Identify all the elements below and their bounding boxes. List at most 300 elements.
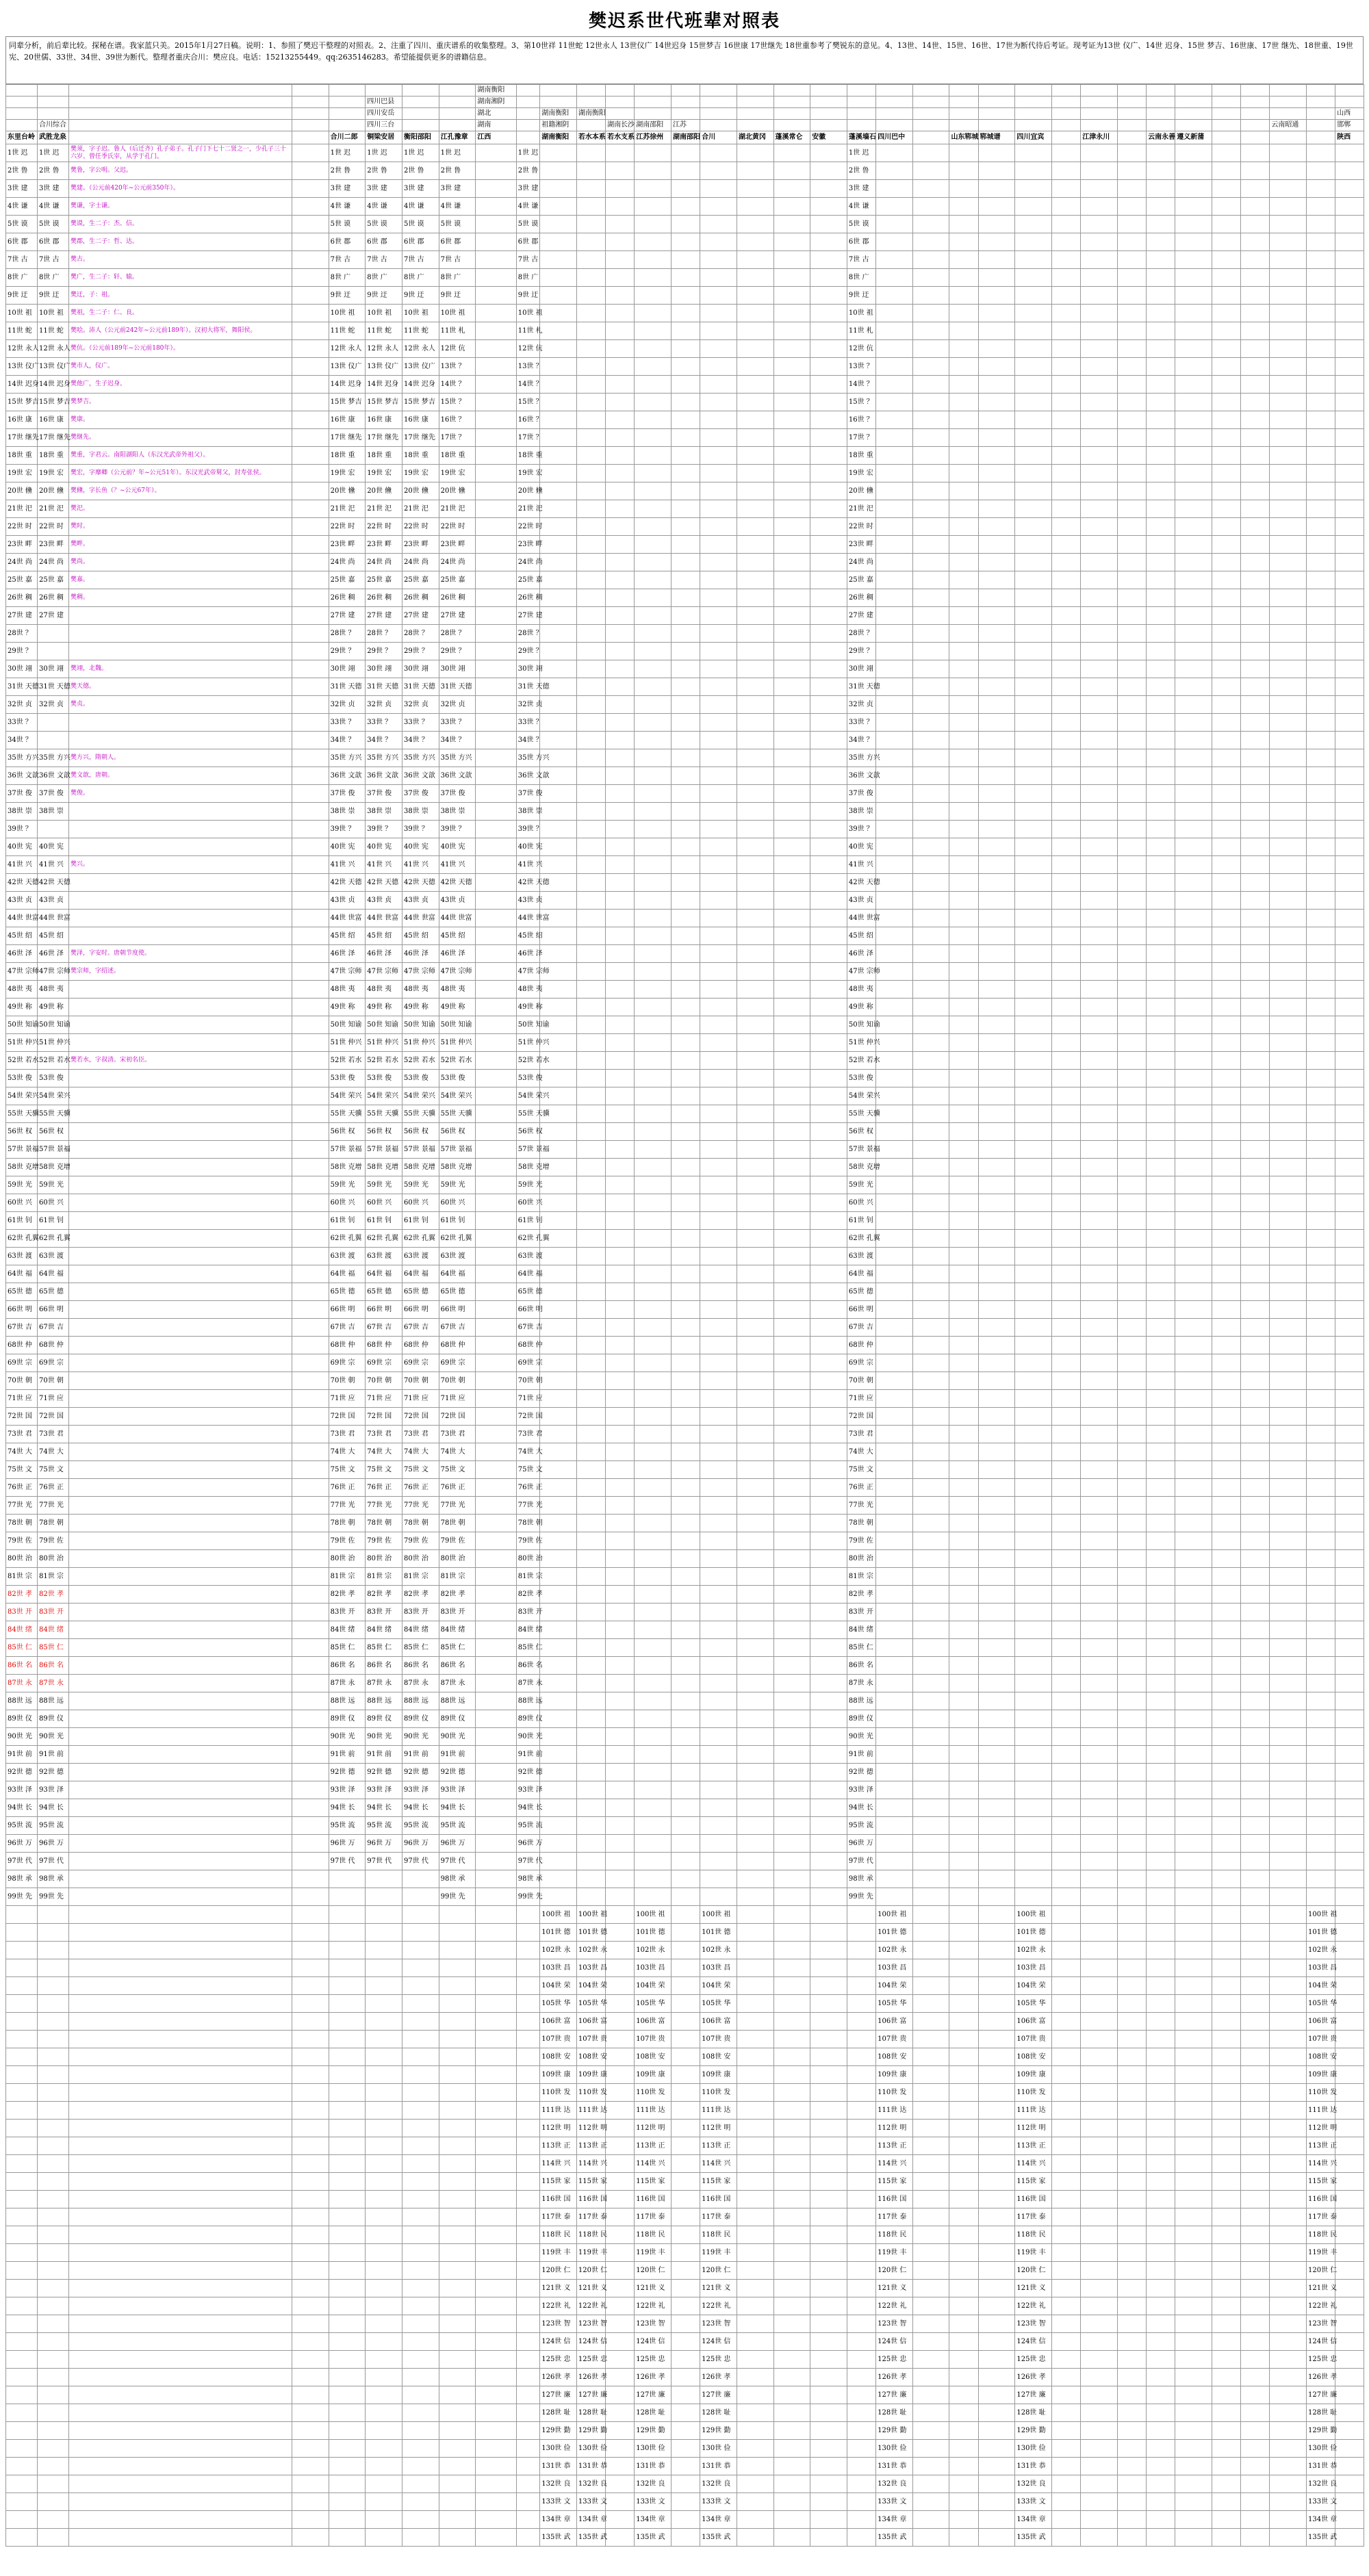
table-cell [292,2102,329,2120]
table-cell [810,2226,847,2244]
table-cell [773,518,810,536]
table-cell [810,2386,847,2404]
description-cell [69,838,292,856]
table-row [6,198,1364,216]
table-cell [1081,1283,1118,1301]
table-cell: 33世 ？ [847,714,875,732]
table-cell: 78世 朝 [38,1515,69,1532]
table-cell [1307,1799,1335,1817]
table-cell: 26世 稠 [329,589,366,607]
table-cell [1212,1123,1240,1141]
table-cell [700,1657,737,1675]
table-cell: 7世 古 [402,251,439,269]
table-cell [1212,643,1240,660]
table-cell [949,1426,978,1443]
table-cell [737,198,773,216]
table-cell: 87世 永 [38,1675,69,1692]
table-cell [635,1835,671,1853]
table-cell [773,2244,810,2262]
table-cell: 87世 永 [439,1675,476,1692]
table-cell [1307,1265,1335,1283]
table-cell [949,287,978,305]
table-cell [737,2262,773,2280]
table-cell [540,1657,577,1675]
table-cell [1212,1426,1240,1443]
description-cell [69,732,292,749]
table-cell [810,2262,847,2280]
table-cell [1335,2369,1364,2386]
table-cell [576,1319,605,1337]
table-cell [912,1853,949,1870]
table-cell [978,821,1015,838]
table-cell [1175,1977,1212,1995]
table-row [6,482,1364,500]
table-cell [1052,2066,1081,2084]
table-cell [1307,856,1335,874]
table-cell [635,144,671,162]
table-cell [949,1532,978,1550]
table-cell [737,1016,773,1034]
table-cell: 113世 正 [876,2137,913,2155]
table-cell: 9世 迂 [38,287,69,305]
table-cell [949,1817,978,1835]
generation-cell: 17世 继先 [6,429,38,447]
table-cell [1081,1497,1118,1515]
table-cell [737,1781,773,1799]
header-cell [69,120,292,131]
table-cell: 103世 昌 [635,1959,671,1977]
table-cell [540,589,577,607]
table-cell [949,2333,978,2351]
table-cell [1307,1817,1335,1835]
table-cell [635,1372,671,1390]
table-cell [292,1016,329,1034]
table-cell: 59世 光 [38,1176,69,1194]
table-cell [476,696,516,714]
table-cell [671,1906,700,1924]
table-cell [1335,2333,1364,2351]
table-cell [329,2386,366,2404]
table-cell: 105世 华 [635,1995,671,2013]
table-cell [1270,144,1307,162]
table-cell [737,2102,773,2120]
table-cell: 102世 永 [1307,1942,1335,1959]
table-cell [576,696,605,714]
table-cell [847,2226,875,2244]
table-cell: 83世 开 [402,1603,439,1621]
table-cell [1147,1123,1175,1141]
table-cell: 21世 汜 [402,500,439,518]
table-cell [737,2013,773,2031]
table-cell [476,1016,516,1034]
table-cell [1241,287,1270,305]
table-cell [540,1764,577,1781]
table-cell [1241,2191,1270,2208]
table-cell: 97世 代 [402,1853,439,1870]
table-cell: 100世 祖 [876,1906,913,1924]
table-cell [439,2191,476,2208]
table-cell: 77世 光 [847,1497,875,1515]
table-cell [978,803,1015,821]
table-cell [292,1870,329,1888]
table-cell [1241,1354,1270,1372]
table-cell: 49世 称 [329,999,366,1016]
table-cell [1175,1959,1212,1977]
table-cell [700,696,737,714]
table-cell [292,1230,329,1248]
table-cell: 118世 民 [876,2226,913,2244]
table-cell: 90世 光 [847,1728,875,1746]
table-cell: 79世 佐 [516,1532,540,1550]
table-cell [912,1532,949,1550]
header-cell [773,85,810,96]
table-cell: 38世 崇 [329,803,366,821]
table-cell [1117,1319,1146,1337]
table-cell [810,1959,847,1977]
table-cell [773,1977,810,1995]
table-cell [1175,571,1212,589]
table-cell [1270,2333,1307,2351]
table-cell [949,394,978,411]
table-cell [700,981,737,999]
table-cell [1335,251,1364,269]
table-cell [635,856,671,874]
table-cell [1270,1639,1307,1657]
table-cell [69,2280,292,2297]
table-cell [700,340,737,358]
table-cell: 64世 福 [516,1265,540,1283]
table-cell [978,1675,1015,1692]
table-cell: 132世 良 [1015,2475,1052,2493]
table-cell [978,892,1015,910]
table-cell [876,287,913,305]
table-cell [476,1568,516,1586]
table-cell [671,910,700,927]
table-cell [876,1870,913,1888]
table-cell [366,2333,402,2351]
table-cell [576,554,605,571]
table-cell [476,2422,516,2440]
table-cell [292,2262,329,2280]
table-row [6,910,1364,927]
table-cell: 10世 祖 [38,305,69,322]
header-cell [1212,131,1240,144]
table-cell [439,2333,476,2351]
table-cell: 14世 迟身 [402,376,439,394]
table-cell [439,2280,476,2297]
table-cell [1015,500,1052,518]
table-cell [876,322,913,340]
table-cell [671,1319,700,1337]
table-cell [876,1497,913,1515]
table-cell: 125世 忠 [576,2351,605,2369]
table-cell [292,1123,329,1141]
table-cell [606,1621,635,1639]
table-cell [606,1515,635,1532]
table-cell [912,2102,949,2120]
table-cell [38,732,69,749]
table-cell [1147,2137,1175,2155]
table-cell: 9世 迂 [366,287,402,305]
table-cell [1175,2031,1212,2048]
table-cell [1117,2440,1146,2458]
table-cell [671,1995,700,2013]
table-cell [1241,2369,1270,2386]
table-cell [1270,411,1307,429]
table-cell [1052,340,1081,358]
table-cell: 128世 耻 [635,2404,671,2422]
table-cell [1270,2120,1307,2137]
table-cell [1175,2262,1212,2280]
table-cell [949,305,978,322]
table-cell: 106世 富 [700,2013,737,2031]
table-cell: 70世 朝 [847,1372,875,1390]
table-cell [1212,2155,1240,2173]
table-cell [1241,1408,1270,1426]
header-cell [1052,108,1081,120]
table-cell: 56世 权 [402,1123,439,1141]
table-cell [1015,1212,1052,1230]
table-cell [912,2155,949,2173]
table-cell: 108世 安 [700,2048,737,2066]
table-cell [737,1426,773,1443]
header-cell [1175,96,1212,108]
table-row [6,1977,1364,1995]
table-cell [576,874,605,892]
table-cell [1175,518,1212,536]
table-cell [1307,767,1335,785]
table-cell [1117,1265,1146,1283]
table-cell [1081,2084,1118,2102]
table-cell [606,1870,635,1888]
table-cell [476,856,516,874]
table-cell: 126世 孝 [1307,2369,1335,2386]
generation-cell: 83世 开 [6,1603,38,1621]
header-cell [1015,120,1052,131]
table-cell [1270,2475,1307,2493]
table-cell [6,2493,38,2511]
table-cell [949,1870,978,1888]
table-cell [540,945,577,963]
table-cell [1212,269,1240,287]
table-cell [1212,1372,1240,1390]
table-cell [1307,536,1335,554]
table-cell [476,1443,516,1461]
table-cell [606,999,635,1016]
table-cell [635,732,671,749]
table-cell: 63世 渡 [366,1248,402,1265]
table-cell [635,1337,671,1354]
table-cell [978,233,1015,251]
table-cell [606,1265,635,1283]
table-cell [1270,322,1307,340]
table-cell [292,2404,329,2422]
table-cell [1147,1675,1175,1692]
table-cell [949,945,978,963]
table-cell [876,1070,913,1087]
table-cell [737,411,773,429]
table-cell [516,2262,540,2280]
table-cell [1335,1016,1364,1034]
table-cell [476,1319,516,1337]
table-cell: 63世 渡 [847,1248,875,1265]
table-cell [1307,322,1335,340]
table-cell [1212,1052,1240,1070]
table-cell [6,2048,38,2066]
table-cell [606,1176,635,1194]
description-cell: 樊若水，字叔清。宋初名臣。 [69,1052,292,1070]
table-cell [1270,1087,1307,1105]
table-cell [476,1817,516,1835]
table-cell [576,1426,605,1443]
table-cell [949,2173,978,2191]
table-cell [69,2244,292,2262]
table-cell [1212,874,1240,892]
table-cell [737,927,773,945]
table-cell [1212,963,1240,981]
table-cell [1052,2102,1081,2120]
table-cell [635,838,671,856]
table-cell: 81世 宗 [516,1568,540,1586]
table-cell [1335,1959,1364,1977]
table-cell [1335,2173,1364,2191]
table-cell: 130世 俭 [1307,2440,1335,2458]
generation-cell: 55世 天骥 [6,1105,38,1123]
table-cell [540,465,577,482]
table-cell [540,554,577,571]
table-cell: 102世 永 [540,1942,577,1959]
table-cell [978,1568,1015,1586]
table-cell [1052,1105,1081,1123]
header-cell [1015,96,1052,108]
table-cell: 79世 佐 [847,1532,875,1550]
table-cell [810,1728,847,1746]
table-cell [1241,1194,1270,1212]
table-cell [69,2066,292,2084]
table-cell [773,1052,810,1070]
table-cell [1335,2297,1364,2315]
header-cell: 江西 [476,131,516,144]
table-cell [1270,251,1307,269]
table-cell [949,607,978,625]
description-cell: 樊鲁，字公明。父迟。 [69,162,292,180]
table-cell [6,2208,38,2226]
table-cell [1117,2333,1146,2351]
table-cell [1335,144,1364,162]
table-cell: 131世 恭 [1307,2458,1335,2475]
table-cell [1081,1995,1118,2013]
table-cell [1241,2102,1270,2120]
table-cell [1270,1123,1307,1141]
table-cell [1052,874,1081,892]
table-cell: 89世 仪 [402,1710,439,1728]
table-cell [1241,518,1270,536]
table-cell [700,482,737,500]
table-cell [1081,1550,1118,1568]
table-cell [606,2333,635,2351]
table-cell: 3世 建 [329,180,366,198]
table-cell [1270,2013,1307,2031]
header-cell: 邯郸 [1335,120,1364,131]
table-cell [1175,1408,1212,1426]
table-cell [1117,1337,1146,1354]
table-cell [773,1248,810,1265]
table-cell [810,394,847,411]
table-cell [737,2208,773,2226]
table-cell: 83世 开 [38,1603,69,1621]
table-cell: 43世 贞 [439,892,476,910]
table-cell [1081,1835,1118,1853]
table-cell [700,838,737,856]
table-cell [1212,2137,1240,2155]
table-cell: 82世 孝 [516,1586,540,1603]
description-cell [69,1319,292,1337]
table-cell: 3世 建 [516,180,540,198]
table-cell [606,1764,635,1781]
table-cell [476,1853,516,1870]
table-cell [476,607,516,625]
table-cell [38,2475,69,2493]
table-cell [576,1408,605,1426]
table-cell [1212,1070,1240,1087]
table-cell [978,1870,1015,1888]
table-cell [949,2031,978,2048]
table-cell: 57世 景福 [439,1141,476,1159]
table-cell [810,518,847,536]
table-cell [1175,1781,1212,1799]
table-cell [1212,1461,1240,1479]
table-cell [978,216,1015,233]
table-cell [1212,518,1240,536]
table-cell: 89世 仪 [439,1710,476,1728]
table-cell: 17世 ？ [847,429,875,447]
table-cell [1335,1354,1364,1372]
table-cell [1241,1515,1270,1532]
table-cell: 110世 发 [700,2084,737,2102]
table-cell [606,322,635,340]
table-cell [810,1870,847,1888]
table-cell: 49世 称 [402,999,439,1016]
table-cell: 6世 郡 [366,233,402,251]
table-cell [700,447,737,465]
table-cell [1175,1176,1212,1194]
table-cell: 101世 德 [635,1924,671,1942]
table-cell [576,1853,605,1870]
table-cell: 25世 嘉 [847,571,875,589]
table-cell [1147,1479,1175,1497]
table-cell: 92世 德 [38,1764,69,1781]
table-cell [1212,287,1240,305]
table-cell [773,287,810,305]
table-cell [1117,1835,1146,1853]
table-row [6,589,1364,607]
header-cell [949,108,978,120]
table-cell [540,1123,577,1141]
table-cell [978,500,1015,518]
table-cell [949,856,978,874]
table-cell: 91世 前 [439,1746,476,1764]
description-cell [69,910,292,927]
table-cell [1307,1016,1335,1034]
table-cell: 77世 光 [366,1497,402,1515]
table-cell [476,1034,516,1052]
table-cell [978,2120,1015,2137]
table-cell [1147,2440,1175,2458]
table-cell [1015,785,1052,803]
generation-cell: 67世 吉 [6,1319,38,1337]
table-cell [810,2048,847,2066]
table-cell [476,927,516,945]
